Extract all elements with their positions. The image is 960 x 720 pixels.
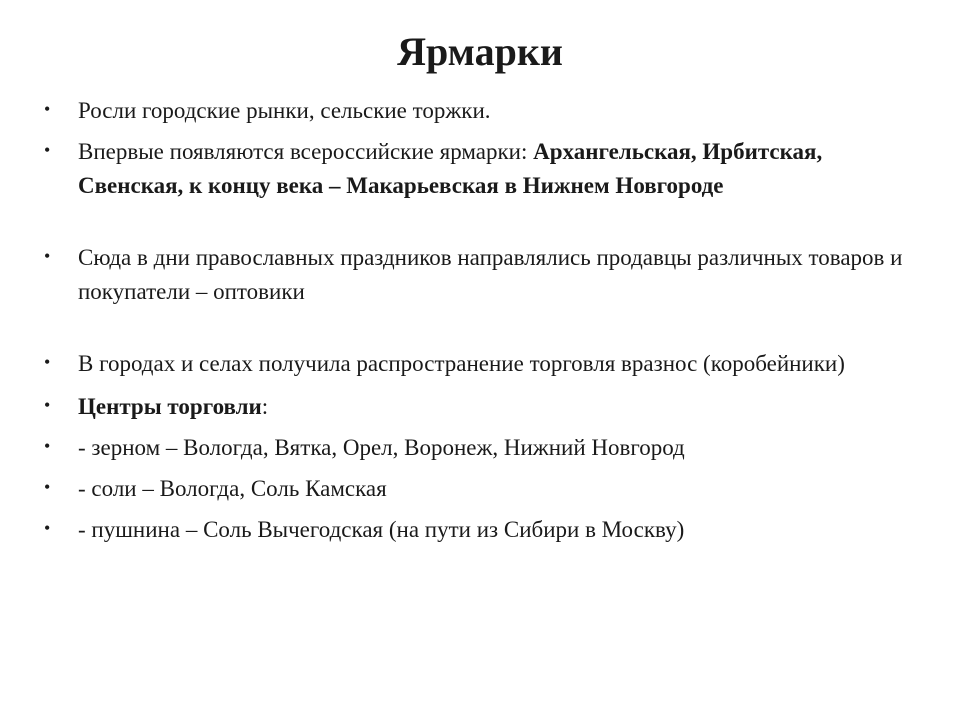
bullet-text: В городах и селах получила распространение торговля вразнос (коробейники) [78, 351, 845, 376]
bullet-text: Росли городские рынки, сельские торжки. [78, 98, 491, 123]
bullet-dot-icon: • [44, 395, 51, 415]
bullet-text: - зерном – Вологда, Вятка, Орел, Воронеж, Нижний Новгород [78, 435, 685, 460]
bullet-text: - соли – Вологда, Соль Камская [78, 476, 387, 501]
bullet-item-salt [40, 472, 920, 506]
bullet-item-city-markets [40, 94, 920, 128]
bullet-dot-icon: • [44, 436, 51, 456]
bullet-item-trade-centers [40, 390, 920, 424]
bullet-dot-icon: • [44, 99, 51, 119]
bullet-item-all-russian-fairs [40, 135, 920, 203]
bullet-dot-icon: • [44, 352, 51, 372]
slide-title: Ярмарки [397, 29, 563, 74]
bullet-dot-icon: • [44, 477, 51, 497]
bullet-item-furs [40, 513, 920, 547]
bullet-item-grain [40, 431, 920, 465]
bullet-dot-icon: • [44, 518, 51, 538]
bullet-item-orthodox-holidays [40, 241, 920, 309]
bullet-bold-text: Центры торговли [78, 394, 262, 419]
bullet-text: : [261, 394, 269, 419]
bullet-bold-text: Архангельская, Ирбитская, Свенская, к концу века – Макарьевская в Нижнем Новгороде [78, 139, 823, 198]
bullet-text: - пушнина – Соль Вычегодская (на пути из Сибири в Москву) [78, 517, 685, 542]
bullet-item-peddling [40, 347, 920, 381]
bullet-text: Сюда в дни православных праздников направлялись продавцы различных товаров и покупатели – оптовики [78, 245, 903, 304]
bullet-dot-icon: • [44, 246, 51, 266]
bullet-text: Впервые появляются всероссийские ярмарки: [78, 139, 534, 164]
bullet-dot-icon: • [44, 140, 51, 160]
bullet-list [40, 94, 920, 547]
